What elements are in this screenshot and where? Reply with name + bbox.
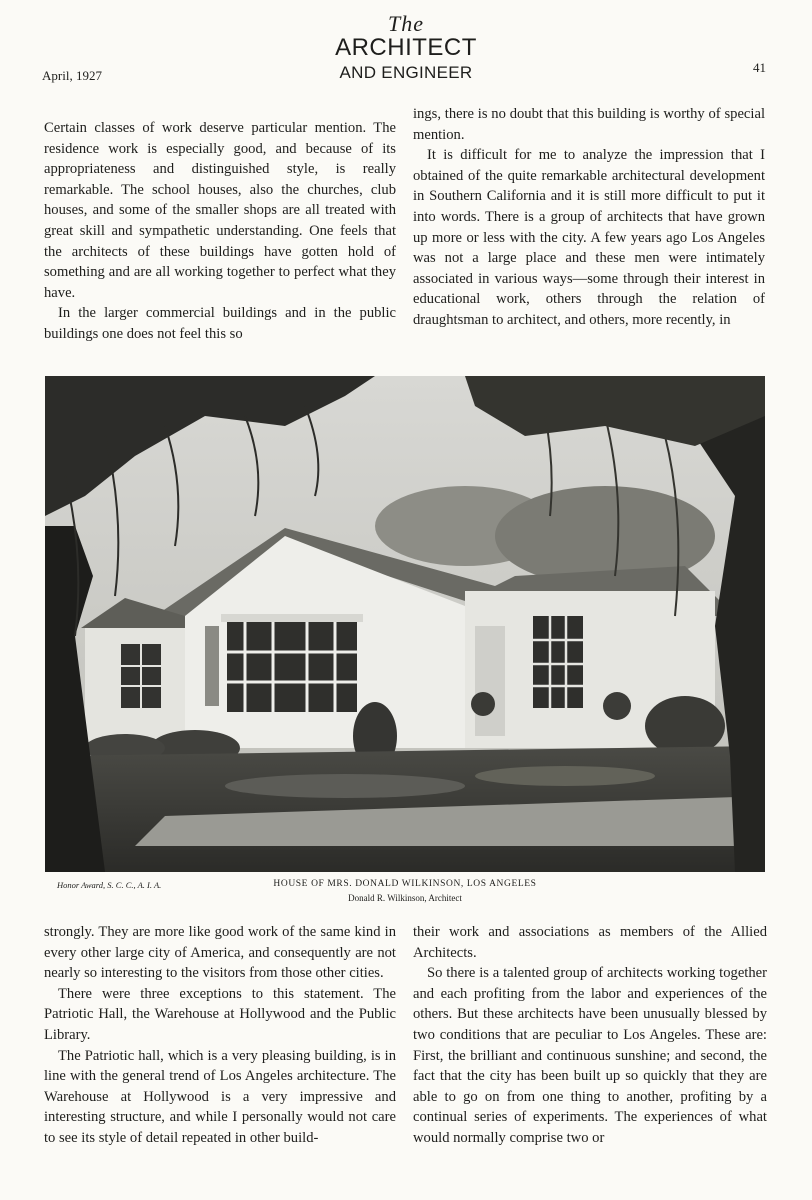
article-column-top-left bbox=[44, 118, 396, 345]
paragraph: There were three exceptions to this statement. The Patriotic Hall, the Warehouse at Hollywood and the Public Library. bbox=[44, 985, 396, 1043]
issue-date: April, 1927 bbox=[42, 68, 102, 83]
paragraph: The Patriotic hall, which is a very pleasing building, is in line with the general trend of Los Angeles architecture. The Warehouse at Hollywood is a very impressive and interesting structure, and while I personally would not care to see its style of detail repeated in other build- bbox=[44, 1047, 396, 1146]
article-column-top-right bbox=[413, 104, 765, 331]
paragraph: It is difficult for me to analyze the impression that I obtained of the quite remarkable architectural development in Southern California and it is still more difficult to put it into words. There is a group of architects that have grown up more or less with the city. A few years ago Los Angeles was not a large place and these men were intimately associated in various ways—some through their interest in educational work, others through the relation of draughtsman to architect, and others, more recently, in bbox=[413, 147, 765, 328]
photo-caption-title: HOUSE OF MRS. DONALD WILKINSON, LOS ANGELES bbox=[273, 879, 537, 889]
house-photograph bbox=[45, 376, 765, 872]
architect-credit: Donald R. Wilkinson, Architect bbox=[348, 893, 462, 903]
paragraph: ings, there is no doubt that this building is worthy of special mention. bbox=[413, 106, 765, 143]
page-number: 41 bbox=[753, 60, 766, 75]
masthead-title: ARCHITECT bbox=[335, 34, 477, 61]
paragraph: In the larger commercial buildings and in the public buildings one does not feel this so bbox=[44, 305, 396, 342]
article-column-bottom-right bbox=[413, 922, 767, 1149]
paragraph: their work and associations as members of the Allied Architects. bbox=[413, 924, 767, 961]
paragraph: strongly. They are more like good work of the same kind in every other large city of America, and consequently are not nearly so interesting to the visitors from those other cities. bbox=[44, 924, 396, 982]
masthead bbox=[0, 11, 812, 84]
masthead-the: The bbox=[388, 11, 424, 36]
article-column-bottom-left bbox=[44, 922, 396, 1149]
award-caption: Honor Award, S. C. C., A. I. A. bbox=[57, 880, 162, 890]
masthead-subtitle: AND ENGINEER bbox=[339, 63, 473, 82]
page-header bbox=[0, 0, 812, 100]
paragraph: So there is a talented group of architects working together and each profiting from the labor and experiences of the others. But these architects have been unusually blessed by two conditions that are peculiar to Los Angeles. These are: First, the brilliant and continuous sunshine; and second, the fact that the city has been built up so quickly that they are able to go on from one thing to another, profiting by a continual series of experiments. The experiences of what would normally comprise two or bbox=[413, 965, 767, 1146]
paragraph: Certain classes of work deserve particular mention. The residence work is especially good, and because of its appropriateness and distinguished style, is really remarkable. The school houses, also the churches, club houses, and some of the smaller shops are all treated with great skill and sympathetic understanding. One feels that the architects of these buildings have gotten hold of something and are all working together to perfect what they have. bbox=[44, 120, 396, 301]
